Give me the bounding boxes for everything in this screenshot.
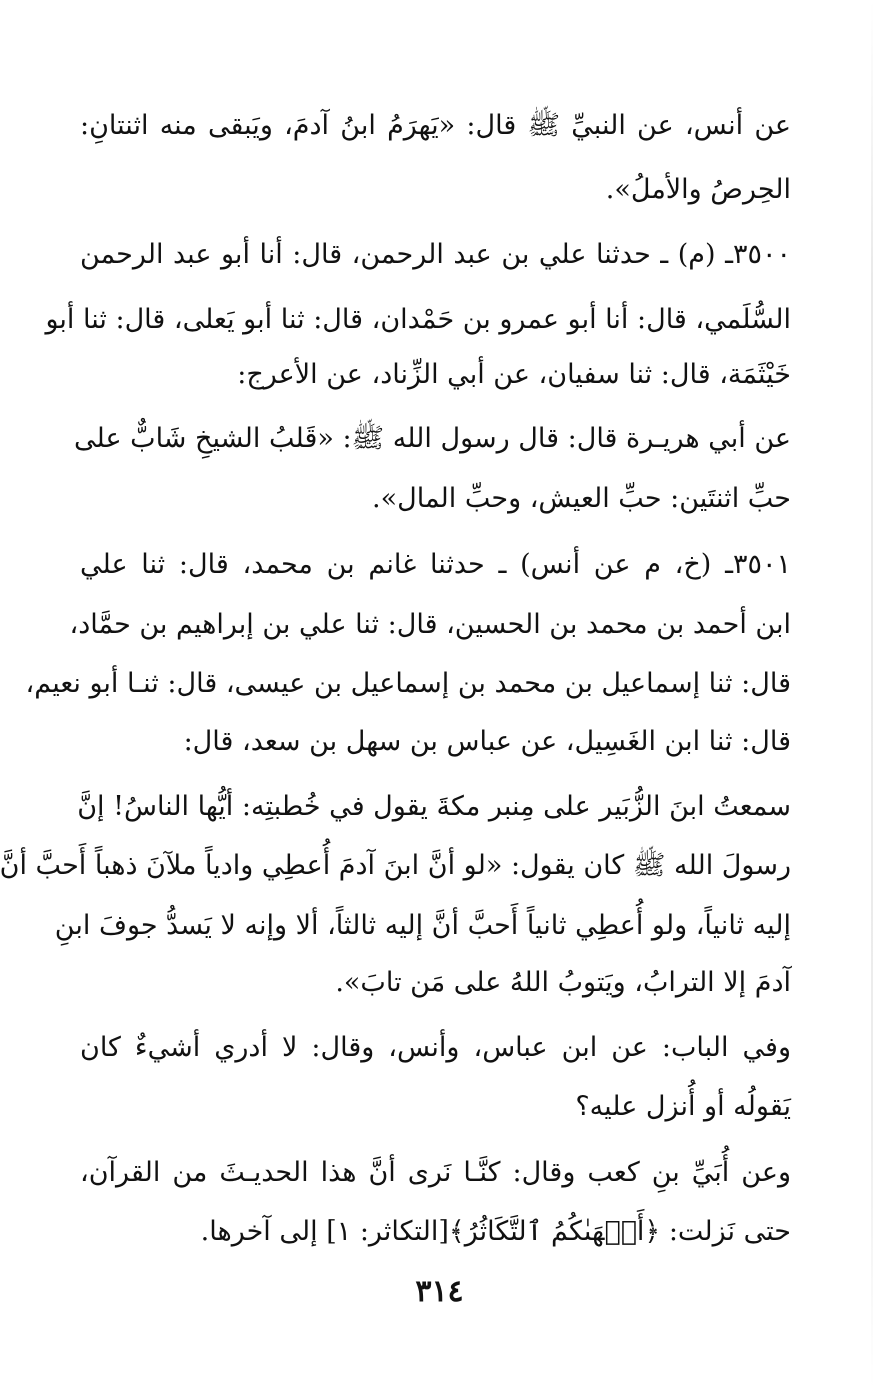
text-line: آدمَ إلا الترابُ، ويَتوبُ اللهُ على مَن تابَ». [335,967,791,998]
text-line: قال: ثنا إسماعيل بن محمد بن إسماعيل بن عيسى، قال: ثنـا أبو نعيم، [25,668,791,699]
text-line: رسولَ الله ﷺ كان يقول: «لو أنَّ ابنَ آدمَ أُعطِي وادياً ملآنَ ذهباً أَحبَّ أنَّ [0,850,791,881]
hadith-number-line: ٣٥٠٠ـ (م) ـ حدثنا علي بن عبد الرحمن، قال: أنا أبو عبد الرحمن [80,239,791,270]
page-edge-shadow [871,0,873,1389]
text-line: قال: ثنا ابن الغَسِيل، عن عباس بن سهل بن سعد، قال: [183,726,791,757]
text-line: خَيْثَمَة، قال: ثنا سفيان، عن أبي الزِّناد، عن الأعرج: [237,359,791,390]
hadith-number-line: ٣٥٠١ـ (خ، م عن أنس) ـ حدثنا غانم بن محمد، قال: ثنا علي [80,549,791,580]
page-number: ٣١٤ [415,1274,464,1309]
text-line: السُّلَمي، قال: أنا أبو عمرو بن حَمْدان، قال: ثنا أبو يَعلى، قال: ثنا أبو [45,304,791,335]
text-line: عن أبي هريـرة قال: قال رسول الله ﷺ: «قَلبُ الشيخِ شَابٌّ على [74,423,791,454]
text-line: إليه ثانياً، ولو أُعطِي ثانياً أَحبَّ أنَّ إليه ثالثاً، ألا وإنه لا يَسدُّ جوفَ ابنِ [54,910,791,941]
text-line: وفي الباب: عن ابن عباس، وأنس، وقال: لا أدري أشيءٌ كان [80,1032,791,1063]
text-line: حتى نَزلت: ﴿أَلۡهَىٰكُمُ ٱلتَّكَاثُرُ﴾[التكاثر: ١] إلى آخرها. [200,1216,791,1247]
text-line: عن أنس، عن النبيِّ ﷺ قال: «يَهرَمُ ابنُ آدمَ، ويَبقى منه اثنتانِ: [80,110,791,141]
text-line: ابن أحمد بن محمد بن الحسين، قال: ثنا علي بن إبراهيم بن حمَّاد، [69,609,791,640]
text-line: وعن أُبَيِّ بنِ كعب وقال: كنَّـا نَرى أنَّ هذا الحديـثَ من القرآن، [80,1157,791,1188]
text-line: حبِّ اثنتَين: حبِّ العيش، وحبِّ المال». [372,483,791,514]
text-line: سمعتُ ابنَ الزُّبَير على مِنبر مكةَ يقول في خُطبتِه: أيُّها الناسُ! إنَّ [77,791,791,822]
text-line: الحِرصُ والأملُ». [605,174,791,205]
text-line: يَقولُه أو أُنزل عليه؟ [575,1091,791,1122]
